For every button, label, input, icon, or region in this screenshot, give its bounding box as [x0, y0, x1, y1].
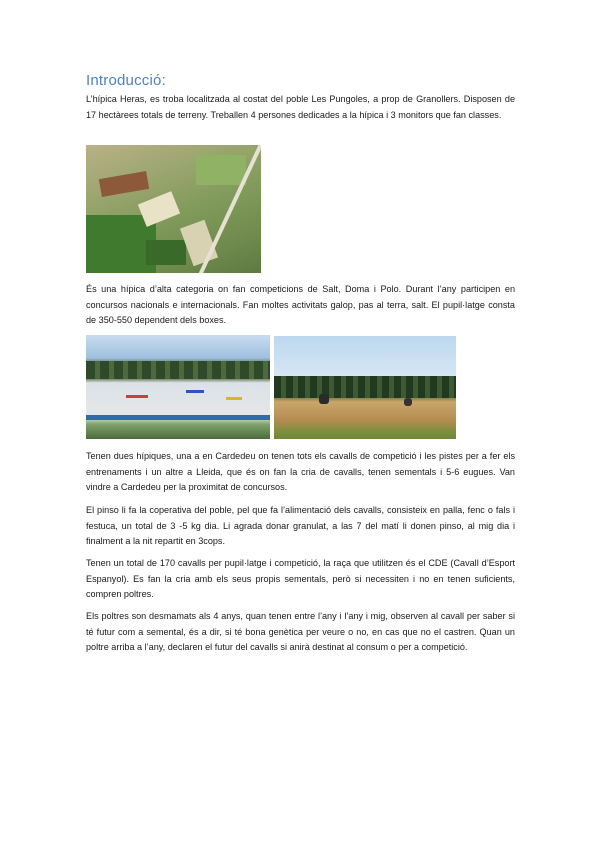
paragraph-competitions: És una hípica d’alta categoria on fan competicions de Salt, Doma i Polo. Durant l’any participen en concursos nacionals e internacionals. Fan moltes activitats galop, pas al terra, salt. El pupil·latge consta de 350-550 dependent dels boxes.: [86, 284, 515, 326]
paragraph-feeding: El pinso li fa la coperativa del poble, pel que fa l’alimentació dels cavalls, consisteix en palla, fenc o fals i festuca, un total de 3 -5 kg dia. Li agrada donar granulat, a las 7 del matí li donen pinso, al mig dia i finalment a la nit repartit en 3cops.: [86, 505, 515, 547]
aerial-photo-equestrian-center: [86, 145, 261, 273]
jumping-arena-photo: [86, 335, 270, 439]
paragraph-intro: L’hípica Heras, es troba localitzada al costat del poble Les Pungoles, a prop de Granollers. Disposen de 17 hectàrees totals de terreny. Treballen 4 persones dedicades a la hípica i 3 monitors que fan classes.: [86, 94, 515, 120]
section-heading: Introducció:: [86, 72, 166, 89]
paragraph-horses: Tenen un total de 170 cavalls per pupil·latge i competició, la raça que utilitzen és el CDE (Cavall d’Esport Espanyol). Es fan la cria amb els seus propis sementals, però si necessiten i no en tenen suficients, compren poltres.: [86, 558, 515, 600]
sand-arena-photo: [274, 336, 456, 439]
paragraph-foals: Els poltres son desmamats als 4 anys, quan tenen entre l’any i l’any i mig, observen al cavall per saber si té futur com a semental, és a dir, si té bona genètica per veure o no, en cas que no el castren. Quan un poltre arriba a l’any, declaren el futur del cavalls si anirà destinat al consum o per a competició.: [86, 611, 515, 653]
paragraph-facilities: Tenen dues hípiques, una a en Cardedeu on tenen tots els cavalls de competició i les pistes per a fer els entrenaments i un altre a Lleida, que és on fan la cria de cavalls, tenen sementals i 5-6 eugues. Van vindre a Cardedeu per la proximitat de concursos.: [86, 451, 515, 493]
